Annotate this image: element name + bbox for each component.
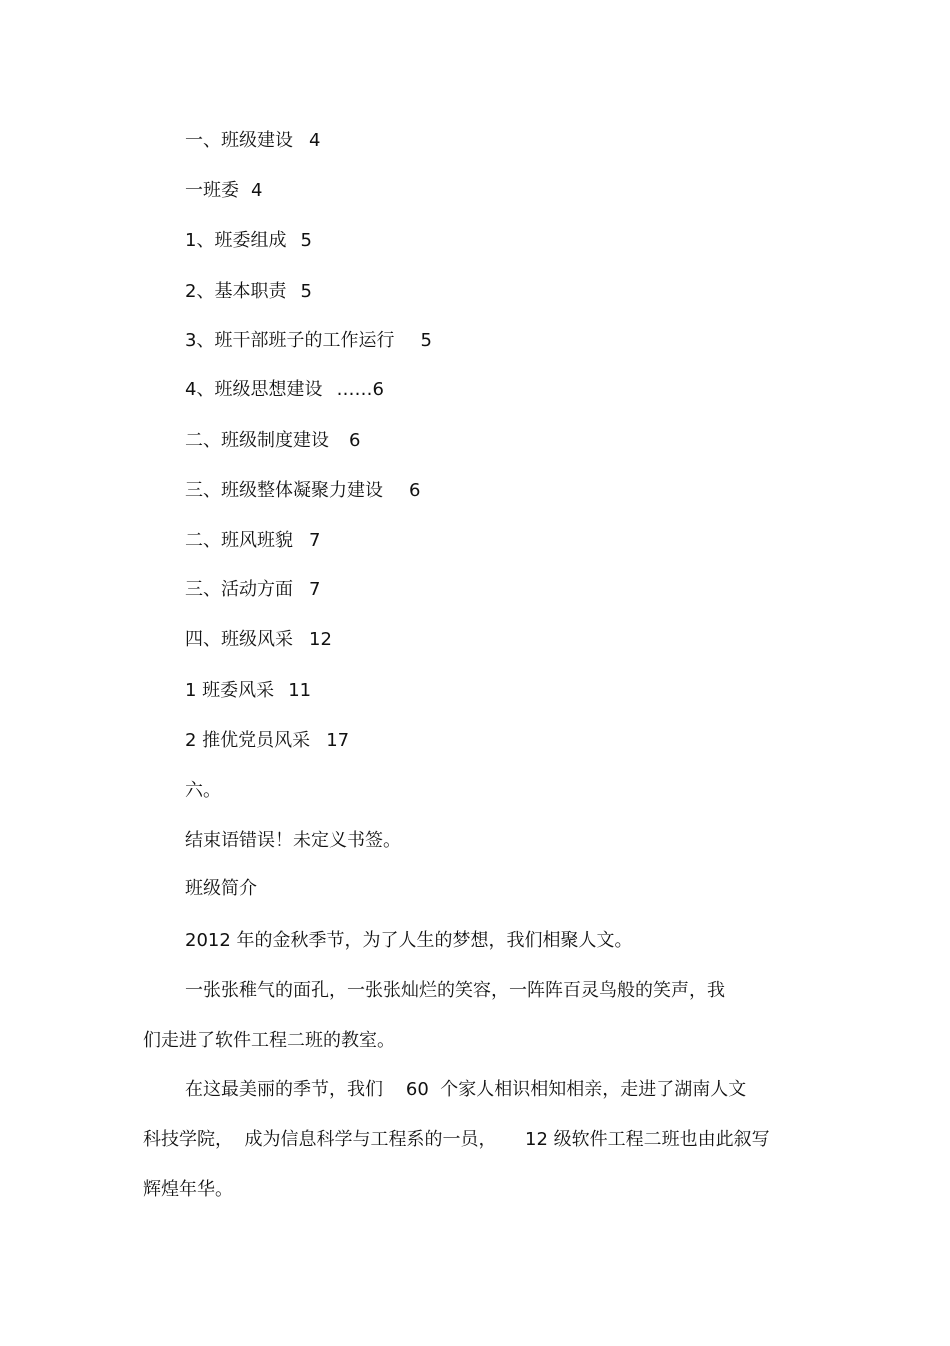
paragraph-line: 辉煌年华。 — [143, 1179, 233, 1200]
toc-entry-page: 5 — [300, 230, 312, 251]
toc-entry — [185, 779, 221, 803]
toc-entry-page: 17 — [326, 730, 350, 751]
toc-entry-page: 4 — [251, 180, 263, 201]
toc-entry-text: 四、班级风采 — [185, 629, 293, 650]
toc-entry-page: 7 — [309, 579, 321, 600]
toc-entry-text: 1、班委组成 — [185, 230, 287, 251]
paragraph-line: 在这最美丽的季节，我们 60 个家人相识相知相亲，走进了湖南人文 — [185, 1079, 747, 1100]
toc-entry-text: 二、班级制度建设 — [185, 430, 329, 451]
paragraph-line: 们走进了软件工程二班的教室。 — [143, 1030, 395, 1051]
toc-entry-page: 6 — [409, 480, 421, 501]
toc-entry-text: 六。 — [185, 780, 221, 801]
toc-entry-text: 1 班委风采 — [185, 680, 275, 701]
toc-entry-text: 一、班级建设 — [185, 130, 293, 151]
paragraph-line: 2012 年的金秋季节，为了人生的梦想，我们相聚人文。 — [185, 930, 633, 951]
toc-entry-text: 一班委 — [185, 180, 239, 201]
toc-entry-text: 结束语错误！未定义书签。 — [185, 830, 401, 851]
toc-entry-page: 7 — [309, 530, 321, 551]
toc-entry-text: 3、班干部班子的工作运行 — [185, 330, 395, 351]
toc-entry — [185, 329, 432, 353]
toc-entry-page: 12 — [309, 629, 332, 650]
toc-entry-text: 4、班级思想建设 — [185, 379, 323, 400]
toc-entry-text: 三、活动方面 — [185, 579, 293, 600]
toc-entry — [185, 280, 312, 304]
toc-entry-page: 4 — [309, 130, 321, 151]
toc-entry — [185, 129, 320, 153]
paragraph-line: 科技学院， 成为信息科学与工程系的一员， 12 级软件工程二班也由此叙写 — [143, 1129, 770, 1150]
toc-entry-page: 11 — [288, 680, 312, 701]
toc-entry — [185, 578, 320, 602]
toc-entry — [185, 429, 360, 453]
toc-entry-text: 三、班级整体凝聚力建设 — [185, 480, 383, 501]
toc-entry — [185, 479, 420, 503]
toc-entry-page: 6 — [349, 430, 361, 451]
toc-entry — [185, 179, 262, 203]
toc-entry-page: ……6 — [336, 379, 384, 400]
toc-entry — [185, 229, 312, 253]
toc-entry-text: 2 推优党员风采 — [185, 730, 311, 751]
toc-entry — [185, 829, 401, 853]
toc-entry-text: 二、班风班貌 — [185, 530, 293, 551]
toc-entry-page: 5 — [420, 330, 432, 351]
toc-entry — [185, 628, 332, 652]
toc-entry-text: 2、基本职责 — [185, 281, 287, 302]
section-title: 班级简介 — [185, 878, 257, 899]
paragraph-line: 一张张稚气的面孔，一张张灿烂的笑容，一阵阵百灵鸟般的笑声，我 — [185, 980, 725, 1001]
toc-entry — [185, 679, 311, 703]
toc-entry-page: 5 — [300, 281, 312, 302]
toc-entry — [185, 729, 349, 753]
toc-entry — [185, 529, 320, 553]
toc-entry — [185, 378, 384, 402]
